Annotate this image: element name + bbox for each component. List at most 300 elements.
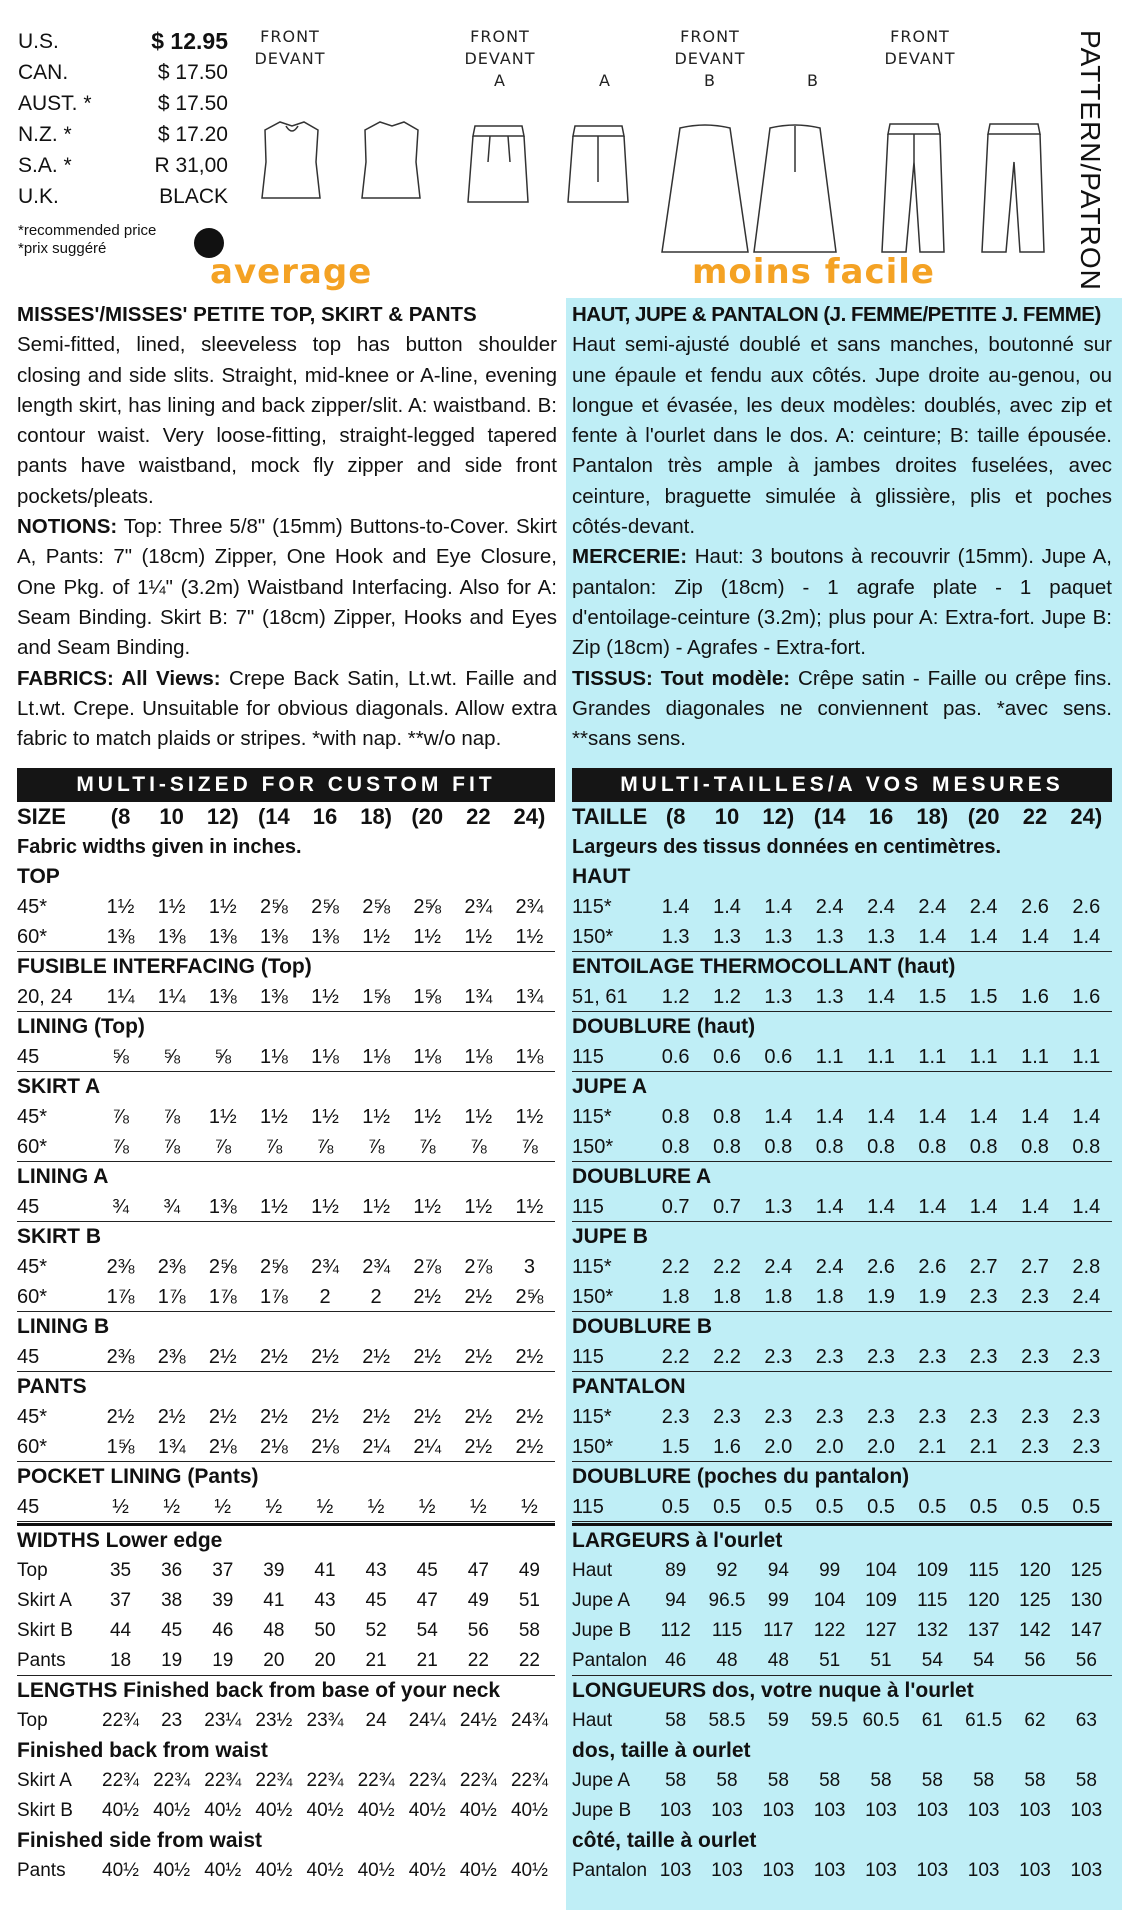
table-cell: 58	[870, 1770, 892, 1791]
table-cell: 1.1	[1021, 1046, 1049, 1068]
table-cell: 2⅛	[208, 1436, 237, 1458]
table-cell: 23½	[255, 1710, 293, 1731]
table-cell: 24	[365, 1710, 387, 1731]
table-cell: 60.5	[862, 1710, 900, 1731]
table-cell: 2½	[413, 1286, 442, 1308]
widths-note: Largeurs des tissus données en centimètres.	[572, 836, 1002, 858]
table-cell: 54	[416, 1620, 438, 1641]
table-cell: 103	[659, 1800, 692, 1821]
view-b-back-letter: B	[807, 71, 819, 90]
skirt-a-back-sketch	[568, 126, 628, 202]
length-row	[17, 1796, 555, 1826]
size-label: TAILLE	[572, 804, 648, 829]
table-cell: 1½	[362, 1106, 391, 1128]
table-cell: 61	[921, 1710, 943, 1731]
table-cell: 2.6	[918, 1256, 947, 1278]
english-description	[17, 300, 557, 754]
price-amount: $ 17.20	[157, 123, 228, 146]
en-fabrics-text: Crepe Back Satin, Lt.wt. Faille and Lt.wt. Crepe. Unsuitable for obvious diagonals. Allow extra fabric to match plaids or stripes. *with nap. **w/o nap.	[17, 666, 557, 751]
table-cell: 103	[916, 1860, 949, 1881]
row-label: 51, 61	[572, 986, 628, 1008]
table-cell: 103	[865, 1860, 897, 1881]
size-header-row	[17, 802, 555, 832]
table-cell: 24½	[459, 1710, 497, 1731]
width-row	[17, 1586, 555, 1616]
table-cell: 1.3	[815, 926, 844, 948]
table-cell: 37	[212, 1560, 234, 1581]
table-cell: 2.3	[969, 1406, 998, 1428]
table-cell: 2.0	[815, 1436, 844, 1458]
table-cell: 59.5	[811, 1710, 849, 1731]
table-cell: 109	[916, 1560, 949, 1581]
table-cell: 1.5	[969, 986, 998, 1008]
table-cell: 109	[865, 1590, 897, 1611]
row-label: 150*	[572, 1286, 614, 1308]
table-cell: 103	[762, 1860, 795, 1881]
table-cell: 41	[263, 1590, 285, 1611]
table-cell: 2.3	[969, 1286, 998, 1308]
table-cell: 51	[870, 1650, 892, 1671]
row-label: 45*	[17, 896, 48, 918]
table-cell: 1.6	[713, 1436, 741, 1458]
table-cell: 1⅝	[362, 986, 391, 1008]
size-cell: 22	[1022, 804, 1048, 829]
table-cell: 1½	[515, 1196, 544, 1218]
table-cell: 2.2	[713, 1256, 741, 1278]
table-cell: 103	[813, 1800, 846, 1821]
table-cell: 1¾	[157, 1436, 186, 1458]
table-cell: ½	[418, 1496, 436, 1518]
table-cell: 115	[917, 1590, 948, 1611]
table-cell: 2.3	[815, 1346, 844, 1368]
table-cell: 125	[1019, 1590, 1051, 1611]
table-cell: 2.3	[867, 1406, 895, 1428]
table-cell: 56	[1024, 1650, 1046, 1671]
table-cell: ½	[316, 1496, 334, 1518]
table-cell: 120	[1019, 1560, 1051, 1581]
table-cell: 1¾	[515, 986, 544, 1008]
price-country: S.A. *	[18, 154, 72, 177]
table-cell: 40½	[204, 1800, 242, 1821]
table-cell: 2½	[515, 1346, 544, 1368]
table-cell: 39	[263, 1560, 285, 1581]
table-cell: 1½	[157, 896, 186, 918]
table-cell: 40½	[510, 1800, 548, 1821]
row-label: 150*	[572, 926, 614, 948]
pants-back-sketch	[982, 124, 1044, 252]
table-cell: ½	[112, 1496, 129, 1518]
view-label-a	[460, 26, 540, 92]
table-cell: 58	[921, 1770, 943, 1791]
table-cell: 58	[665, 1710, 687, 1731]
table-cell: 0.8	[1021, 1136, 1049, 1158]
table-cell: 1.3	[815, 986, 844, 1008]
table-cell: 58	[665, 1770, 687, 1791]
table-cell: 35	[109, 1560, 132, 1581]
table-cell: 1.6	[1072, 986, 1101, 1008]
table-cell: 2.3	[918, 1406, 947, 1428]
table-cell: 1½	[106, 896, 135, 918]
table-cell: 18	[109, 1650, 132, 1671]
table-cell: 1⅜	[106, 926, 135, 948]
table-cell: 0.5	[867, 1496, 895, 1518]
size-cell: 16	[312, 804, 338, 829]
table-cell: 1½	[515, 1106, 544, 1128]
table-cell: 63	[1075, 1710, 1097, 1731]
table-cell: 1.4	[918, 1106, 947, 1128]
table-cell: 1¼	[106, 986, 135, 1008]
table-cell: 24¾	[510, 1710, 548, 1731]
table-row	[17, 1192, 555, 1222]
table-cell: 2.4	[867, 896, 895, 918]
table-cell: ½	[469, 1496, 487, 1518]
table-cell: 1.6	[1021, 986, 1049, 1008]
row-label: Skirt A	[17, 1590, 72, 1611]
view-b-letter: B	[704, 71, 716, 90]
table-cell: 1½	[208, 1106, 237, 1128]
table-cell: 2.4	[969, 896, 998, 918]
table-cell: ½	[163, 1496, 180, 1518]
table-row	[572, 982, 1112, 1012]
table-cell: 2.3	[1072, 1436, 1101, 1458]
length-row	[572, 1796, 1112, 1826]
row-label: Jupe B	[572, 1620, 632, 1641]
table-cell: 38	[161, 1590, 183, 1611]
table-cell: 0.5	[969, 1496, 998, 1518]
table-cell: ¾	[112, 1196, 129, 1218]
table-cell: 1⅛	[362, 1046, 391, 1068]
row-label: Pants	[17, 1860, 66, 1881]
size-cell: 18)	[916, 804, 949, 829]
table-row	[572, 1402, 1112, 1432]
top-back-sketch	[362, 122, 420, 198]
table-cell: 1.8	[815, 1286, 844, 1308]
table-cell: 2⅜	[157, 1346, 186, 1368]
side-waist-title: côté, taille à ourlet	[572, 1829, 757, 1852]
table-cell: 2½	[362, 1346, 391, 1368]
table-cell: 2.4	[815, 1256, 844, 1278]
row-label: 115	[572, 1346, 604, 1368]
size-cell: (20	[411, 804, 444, 829]
table-cell: 1.4	[969, 1196, 998, 1218]
table-cell: 2½	[157, 1406, 186, 1428]
table-cell: 2⅜	[157, 1256, 186, 1278]
table-cell: 40½	[459, 1800, 497, 1821]
row-label: 45	[17, 1196, 40, 1218]
en-notions-text: Top: Three 5/8" (15mm) Buttons-to-Cover. Skirt A, Pants: 7" (18cm) Zipper, One Hook and Eye Closure, One Pkg. of 1¼" (3.2m) Waistband Interfacing. Also for A: Seam Binding. Skirt B: 7" (18cm) Zipper, Hooks and Eyes and Seam Binding.	[17, 515, 557, 660]
table-cell: 1½	[311, 1106, 339, 1128]
table-cell: 2.3	[713, 1406, 741, 1428]
row-label: Pants	[17, 1650, 66, 1671]
table-cell: 103	[762, 1800, 795, 1821]
table-cell: 1⅜	[208, 926, 237, 948]
table-cell: 1½	[362, 926, 391, 948]
table-cell: 2.3	[1021, 1436, 1049, 1458]
fr-desc-text: Haut semi-ajusté doublé et sans manches, boutonné sur une épaule et fendu aux côtés. Jupe droite au-genou, ou longue et évasée, les deux modèles: doublés, avec zip et fente à l'ourlet dans le dos. A: ceinture; B: taille épousée. Pantalon très ample à jambes droites fuselées, avec ceinture, braguette simulée à glissière, plis et poches côtés-devant.	[572, 333, 1112, 539]
view-a-back-letter: A	[599, 71, 611, 90]
table-cell: 2.3	[661, 1406, 690, 1428]
size-cell: 24)	[513, 804, 546, 829]
table-row	[572, 892, 1112, 922]
row-label: 45	[17, 1496, 40, 1518]
row-label: 115*	[572, 1256, 612, 1278]
size-cell: 12)	[762, 804, 795, 829]
size-cell: (8	[110, 804, 131, 829]
table-row	[17, 1252, 555, 1282]
table-cell: 40½	[510, 1860, 548, 1881]
table-cell: 45	[365, 1590, 387, 1611]
table-cell: 0.5	[764, 1496, 793, 1518]
table-cell: ⅝	[112, 1046, 129, 1068]
table-cell: 2.0	[764, 1436, 793, 1458]
table-cell: 1.9	[867, 1286, 895, 1308]
table-cell: 1.4	[764, 1106, 793, 1128]
table-cell: 40½	[153, 1800, 191, 1821]
section-title: LINING (Top)	[17, 1015, 145, 1038]
table-cell: 2⅛	[259, 1436, 288, 1458]
row-label: 115*	[572, 896, 612, 918]
side-waist-title: Finished side from waist	[17, 1829, 263, 1852]
fr-banner: MULTI-TAILLES/A VOS MESURES	[572, 768, 1112, 802]
pants-front-sketch	[882, 124, 944, 252]
table-cell: ⅞	[112, 1136, 129, 1158]
table-cell: 23¾	[306, 1710, 344, 1731]
table-cell: 1⅛	[311, 1046, 339, 1068]
table-row	[572, 1042, 1112, 1072]
table-cell: 103	[967, 1860, 1000, 1881]
en-yardage-table	[17, 802, 555, 1912]
table-cell: 2.4	[764, 1256, 793, 1278]
table-cell: 137	[967, 1620, 1000, 1641]
table-cell: 2.3	[867, 1346, 895, 1368]
table-cell: 1.4	[867, 986, 895, 1008]
table-cell: 20	[314, 1650, 336, 1671]
table-cell: 1⅞	[259, 1286, 288, 1308]
section-title: JUPE A	[572, 1075, 648, 1098]
row-label: Skirt B	[17, 1800, 73, 1821]
table-cell: 1⅜	[311, 926, 339, 948]
skirt-a-front-sketch	[468, 126, 528, 202]
section-title: DOUBLURE B	[572, 1315, 712, 1338]
devant-label: DEVANT	[884, 49, 956, 68]
row-label: 60*	[17, 1286, 48, 1308]
table-cell: 2.4	[815, 896, 844, 918]
en-banner: MULTI-SIZED FOR CUSTOM FIT	[17, 768, 555, 802]
section-title: LINING A	[17, 1165, 109, 1188]
table-cell: 122	[813, 1620, 846, 1641]
table-cell: 2½	[311, 1406, 339, 1428]
table-cell: 58	[1024, 1770, 1046, 1791]
table-cell: 1⅛	[515, 1046, 544, 1068]
table-cell: 1½	[464, 1106, 493, 1128]
row-label: 60*	[17, 1436, 48, 1458]
section-title: JUPE B	[572, 1225, 648, 1248]
table-cell: 2.3	[815, 1406, 844, 1428]
table-cell: 22¾	[102, 1710, 140, 1731]
table-cell: 2½	[259, 1406, 288, 1428]
row-label: 150*	[572, 1136, 614, 1158]
table-cell: 0.8	[867, 1136, 895, 1158]
size-cell: 18)	[360, 804, 392, 829]
size-cell: (8	[665, 804, 686, 829]
widths-note: Fabric widths given in inches.	[17, 836, 302, 858]
row-label: Jupe A	[572, 1770, 631, 1791]
side-title: PATTERN/PATRON	[1075, 30, 1106, 291]
skirt-b-back-sketch	[754, 125, 836, 252]
table-cell: 41	[314, 1560, 336, 1581]
table-cell: 2.8	[1072, 1256, 1101, 1278]
section-title: LINING B	[17, 1315, 110, 1338]
table-cell: 2⅝	[311, 896, 339, 918]
size-cell: (20	[967, 804, 1000, 829]
fr-fabrics-label: TISSUS: Tout modèle:	[572, 666, 791, 690]
table-cell: 40½	[102, 1860, 140, 1881]
table-cell: 24¼	[408, 1710, 446, 1731]
table-cell: 1.4	[969, 1106, 998, 1128]
devant-label: DEVANT	[254, 49, 326, 68]
table-cell: 1.2	[661, 986, 690, 1008]
table-cell: 49	[467, 1590, 489, 1611]
table-row	[572, 922, 1112, 952]
table-cell: 22¾	[102, 1770, 140, 1791]
table-cell: 2.2	[713, 1346, 741, 1368]
price-note-2: *prix suggéré	[18, 240, 107, 257]
table-cell: 0.5	[661, 1496, 690, 1518]
table-cell: 2.6	[1072, 896, 1101, 918]
price-country: N.Z. *	[18, 123, 72, 146]
table-cell: 1.4	[1072, 926, 1101, 948]
table-cell: 2¼	[413, 1436, 442, 1458]
table-cell: 127	[865, 1620, 897, 1641]
table-cell: 115	[968, 1560, 999, 1581]
size-cell: 16	[868, 804, 894, 829]
table-cell: 92	[716, 1560, 738, 1581]
width-row	[17, 1646, 555, 1676]
width-row	[572, 1616, 1112, 1646]
table-cell: 2.3	[1072, 1346, 1101, 1368]
table-cell: 2½	[464, 1286, 493, 1308]
table-cell: ½	[521, 1496, 538, 1518]
price-amount: BLACK	[159, 185, 228, 208]
table-cell: 2½	[208, 1346, 237, 1368]
table-cell: 89	[665, 1560, 687, 1581]
row-label: 115*	[572, 1406, 612, 1428]
table-cell: 1.4	[661, 896, 690, 918]
table-cell: 1.8	[713, 1286, 741, 1308]
section-title: SKIRT A	[17, 1075, 101, 1098]
skirt-b-front-sketch	[662, 125, 748, 252]
row-label: 115	[572, 1496, 604, 1518]
table-rule	[17, 1371, 555, 1372]
table-cell: 0.6	[713, 1046, 741, 1068]
table-cell: ⅞	[163, 1106, 180, 1128]
table-cell: 1½	[311, 986, 339, 1008]
table-cell: 1⅞	[106, 1286, 135, 1308]
table-cell: 54	[973, 1650, 995, 1671]
table-cell: 0.8	[1072, 1136, 1101, 1158]
table-cell: 1.4	[713, 896, 741, 918]
table-cell: 1⅛	[464, 1046, 493, 1068]
price-country: U.S.	[18, 30, 59, 53]
table-cell: 23¼	[204, 1710, 242, 1731]
table-cell: 22¾	[204, 1770, 242, 1791]
price-row	[18, 57, 228, 88]
table-cell: 2½	[259, 1346, 288, 1368]
table-cell: 0.5	[918, 1496, 947, 1518]
price-row	[18, 88, 228, 119]
table-cell: 2.3	[1021, 1406, 1049, 1428]
table-cell: 2.3	[1072, 1406, 1101, 1428]
table-cell: 2½	[311, 1346, 339, 1368]
table-cell: 1½	[413, 1196, 442, 1218]
row-label: 45*	[17, 1256, 48, 1278]
table-cell: 56	[467, 1620, 489, 1641]
en-notions-label: NOTIONS:	[17, 515, 118, 539]
width-row	[572, 1586, 1112, 1616]
table-cell: 51	[518, 1590, 540, 1611]
table-cell: 2.3	[1021, 1346, 1049, 1368]
table-cell: 1⅜	[259, 926, 288, 948]
table-cell: 2⅝	[515, 1286, 544, 1308]
length-row	[572, 1706, 1112, 1736]
table-cell: 49	[518, 1560, 540, 1581]
view-label-b	[670, 26, 750, 92]
fr-notions-label: MERCERIE:	[572, 545, 688, 569]
table-cell: 0.8	[713, 1136, 741, 1158]
table-cell: 0.6	[661, 1046, 690, 1068]
table-cell: 1.8	[764, 1286, 793, 1308]
table-row	[572, 1492, 1112, 1522]
table-cell: 40½	[255, 1860, 293, 1881]
fr-notions-text: Haut: 3 boutons à recouvrir (15mm). Jupe A, pantalon: Zip (18cm) - 1 agrafe plate - 1 paquet d'entoilage-ceinture (3.2m); plus pour A: Extra-fort. Jupe B: Zip (18cm) - Agrafes - Extra-fort.	[572, 545, 1112, 660]
table-cell: 1.4	[1021, 1106, 1049, 1128]
view-label-top	[250, 26, 330, 70]
table-cell: 2¾	[464, 896, 493, 918]
table-row	[17, 892, 555, 922]
view-a-letter: A	[494, 71, 506, 90]
table-cell: ⅞	[316, 1136, 334, 1158]
table-cell: 2.3	[1021, 1286, 1049, 1308]
devant-label: DEVANT	[464, 49, 536, 68]
section-title: DOUBLURE A	[572, 1165, 712, 1188]
fr-title: HAUT, JUPE & PANTALON (J. FEMME/PETITE J. FEMME)	[572, 303, 1101, 326]
size-cell: 10	[714, 804, 740, 829]
table-cell: 1.3	[661, 926, 690, 948]
table-cell: 2.1	[969, 1436, 998, 1458]
table-rule	[572, 1221, 1112, 1222]
table-cell: ⅞	[265, 1136, 283, 1158]
row-label: Top	[17, 1560, 48, 1581]
table-cell: 2.6	[1021, 896, 1049, 918]
table-cell: 1.1	[969, 1046, 998, 1068]
table-cell: 48	[716, 1650, 738, 1671]
table-cell: 103	[1070, 1800, 1103, 1821]
table-cell: 2.1	[918, 1436, 947, 1458]
table-cell: 44	[109, 1620, 132, 1641]
table-row	[572, 1282, 1112, 1312]
table-cell: 51	[819, 1650, 841, 1671]
table-cell: 22¾	[510, 1770, 548, 1791]
table-cell: 147	[1070, 1620, 1103, 1641]
price-row	[18, 150, 228, 181]
row-label: 115	[572, 1196, 604, 1218]
table-cell: 0.8	[969, 1136, 998, 1158]
table-row	[572, 1132, 1112, 1162]
table-cell: ⅞	[521, 1136, 538, 1158]
table-cell: 1⅞	[157, 1286, 186, 1308]
table-cell: 1.4	[867, 1196, 895, 1218]
table-cell: 43	[365, 1560, 387, 1581]
